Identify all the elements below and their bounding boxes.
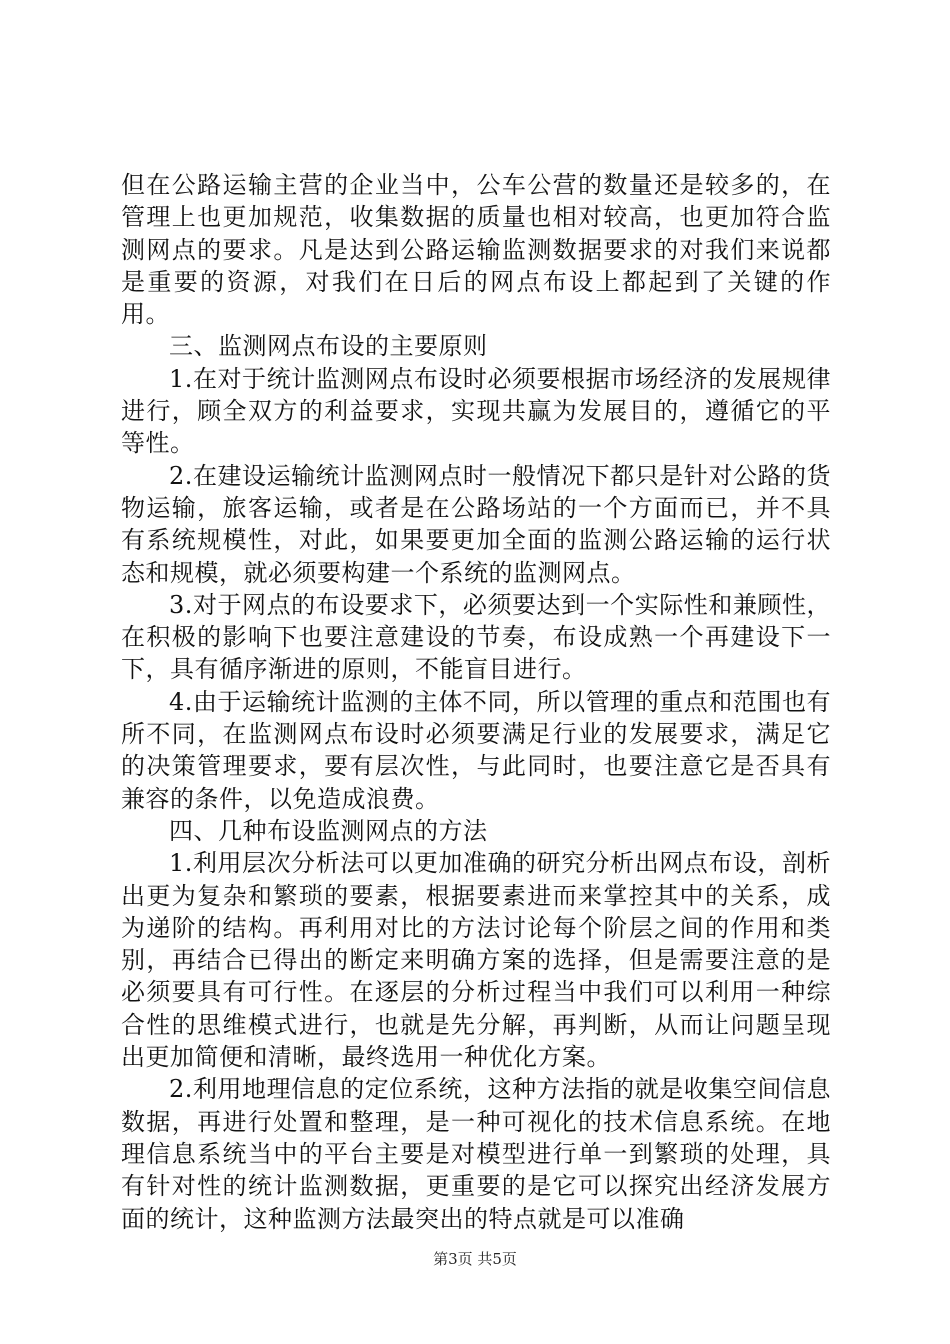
body-text — [121, 169, 831, 1235]
method-1: 1.利用层次分析法可以更加准确的研究分析出网点布设，剖析出更为复杂和繁琐的要素，根据要素进而来掌控其中的关系，成为递阶的结构。再利用对比的方法讨论每个阶层之间的作用和类别，再结合已得出的断定来明确方案的选择，但是需要注意的是必须要具有可行性。在逐层的分析过程当中我们可以利用一种综合性的思维模式进行，也就是先分解，再判断，从而让问题呈现出更加简便和清晰，最终选用一种优化方案。 — [121, 849, 831, 1072]
section-heading-3: 三、监测网点布设的主要原则 — [169, 332, 488, 361]
principle-3: 3.对于网点的布设要求下，必须要达到一个实际性和兼顾性，在积极的影响下也要注意建设的节奏，布设成熟一个再建设下一下，具有循序渐进的原则，不能盲目进行。 — [121, 590, 831, 684]
method-2: 2.利用地理信息的定位系统，这种方法指的就是收集空间信息数据，再进行处置和整理，是一种可视化的技术信息系统。在地理信息系统当中的平台主要是对模型进行单一到繁琐的处理，具有针对性的统计监测数据，更重要的是它可以探究出经济发展方面的统计，这种监测方法最突出的特点就是可以准确 — [121, 1075, 831, 1233]
principle-1: 1.在对于统计监测网点布设时必须要根据市场经济的发展规律进行，顾全双方的利益要求，实现共赢为发展目的，遵循它的平等性。 — [121, 364, 831, 458]
page-number: 第3页 共5页 — [433, 1250, 517, 1268]
section-heading-4: 四、几种布设监测网点的方法 — [169, 816, 488, 845]
principle-2: 2.在建设运输统计监测网点时一般情况下都只是针对公路的货物运输，旅客运输，或者是在公路场站的一个方面而已，并不具有系统规模性，对此，如果要更加全面的监测公路运输的运行状态和规模，就必须要构建一个系统的监测网点。 — [121, 461, 831, 587]
paragraph-continuation: 但在公路运输主营的企业当中，公车公营的数量还是较多的，在管理上也更加规范，收集数据的质量也相对较高，也更加符合监测网点的要求。凡是达到公路运输监测数据要求的对我们来说都是重要的资源，对我们在日后的网点布设上都起到了关键的作用。 — [121, 171, 831, 329]
principle-4: 4.由于运输统计监测的主体不同，所以管理的重点和范围也有所不同，在监测网点布设时必须要满足行业的发展要求，满足它的决策管理要求，要有层次性，与此同时，也要注意它是否具有兼容的条件，以免造成浪费。 — [121, 687, 831, 813]
